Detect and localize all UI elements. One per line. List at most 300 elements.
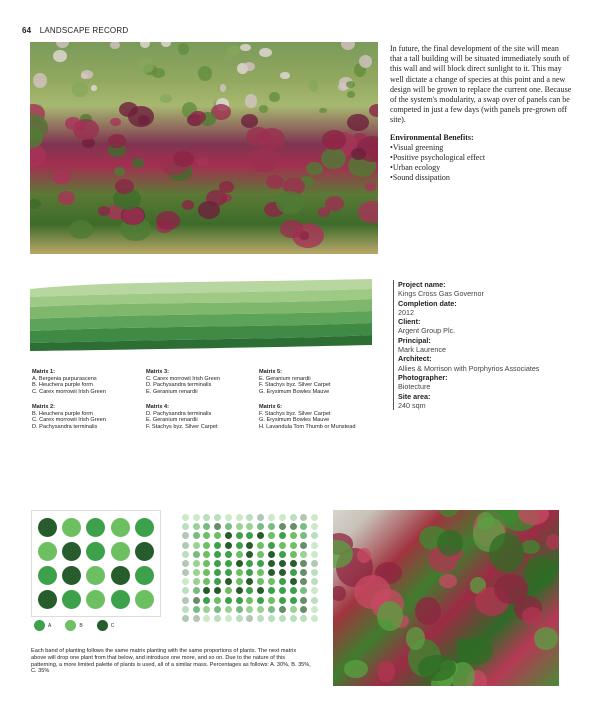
pattern-dot [311,569,318,576]
matrix-item: C. Carex morrowii Irish Green [32,389,106,396]
pattern-dot [236,551,243,558]
pattern-dot [193,578,200,585]
pattern-dot [279,523,286,530]
foliage-blob [259,48,272,58]
foliage-blob [197,157,209,167]
pattern-dot [214,514,221,521]
pattern-dot [311,606,318,613]
pattern-dot [257,514,264,521]
project-label: Project name: [398,280,446,289]
foliage-blob [321,148,347,169]
pattern-dot [236,560,243,567]
foliage-blob [72,82,87,97]
foliage-blob [198,66,212,81]
pattern-dot [225,551,232,558]
legend-swatch [97,620,108,631]
pattern-dot [193,532,200,539]
pattern-dot [257,532,264,539]
foliage-blob [110,42,119,49]
pattern-dot [246,560,253,567]
matrix-dot [86,566,105,585]
pattern-dot [236,597,243,604]
legend-swatch [65,620,76,631]
pattern-dot [257,569,264,576]
pattern-dot [225,615,232,622]
pattern-dot [236,523,243,530]
foliage-blob [276,191,304,214]
matrix-item: A. Bergenia purpurascens [32,375,97,382]
pattern-dot [203,551,210,558]
pattern-dot [300,606,307,613]
benefits-title: Environmental Benefits: [390,132,474,142]
pattern-dot [225,523,232,530]
legend-label: A [48,622,52,629]
matrix-dot [86,518,105,537]
pattern-dot [311,551,318,558]
foliage-blob [198,201,220,219]
pattern-dot [290,542,297,549]
project-value: 240 sqm [398,400,426,410]
matrix-dot [135,518,154,537]
pattern-dot [203,587,210,594]
foliage-blob [224,53,232,61]
matrix-dot [38,590,57,609]
plant-closeup-photo [333,510,559,686]
pattern-dot [246,523,253,530]
pattern-dot [214,569,221,576]
foliage-blob [33,73,46,88]
pattern-dot [300,514,307,521]
pattern-dot [268,542,275,549]
pattern-dot [182,542,189,549]
pattern-dot [290,532,297,539]
legend-item [65,620,82,631]
pattern-dot [182,587,189,594]
pattern-dot [236,532,243,539]
pattern-dot [311,523,318,530]
pattern-dot [279,514,286,521]
pattern-dot [279,597,286,604]
foliage-blob [357,548,372,563]
foliage-blob [98,206,110,216]
pattern-dot [257,587,264,594]
benefit-item: • Visual greening [390,143,572,153]
foliage-blob [494,574,528,604]
pattern-dot [257,615,264,622]
pattern-dot [236,542,243,549]
pattern-dot [203,523,210,530]
matrix-item: E. Geranium renardii [146,389,198,396]
pattern-dot [203,615,210,622]
living-wall-photo [30,42,378,254]
pattern-dot [246,551,253,558]
pattern-dot [246,606,253,613]
project-value: Biotecture [398,382,431,392]
foliage-blob [240,44,251,51]
foliage-blob [347,91,354,98]
matrix-item: B. Heuchera purple form [32,410,93,417]
pattern-dot [182,615,189,622]
matrix-dot [86,542,105,561]
foliage-blob [108,134,126,148]
project-label: Architect: [398,354,432,364]
foliage-blob [269,92,279,102]
pattern-dot [279,542,286,549]
pattern-dot [225,569,232,576]
pattern-dot [290,597,297,604]
pattern-dot [225,578,232,585]
project-value: Kings Cross Gas Governor [398,289,484,299]
pattern-dot [246,569,253,576]
matrix-item: E. Geranium renardii [146,417,198,424]
pattern-dot [236,514,243,521]
matrix-item: C. Carex morrowii Irish Green [146,375,220,382]
foliage-blob [347,114,369,131]
pattern-dot [311,560,318,567]
pattern-dot [257,606,264,613]
pattern-dot [225,514,232,521]
foliage-blob [333,586,346,602]
matrix-title: Matrix 6: [259,404,283,410]
foliage-blob [128,106,154,127]
foliage-blob [161,42,171,47]
foliage-blob [369,104,378,117]
pattern-dot [311,578,318,585]
pattern-dot [257,560,264,567]
matrix-item: G. Erysimum Bowles Mauve [259,417,330,424]
pattern-dot [311,597,318,604]
foliage-blob [132,158,145,168]
foliage-blob [249,148,279,172]
pattern-dot [290,523,297,530]
foliage-blob [456,638,472,649]
foliage-blob [178,43,188,55]
pattern-dot [246,578,253,585]
pattern-dot [225,532,232,539]
matrix-dot [38,566,57,585]
planting-matrix-grid [31,510,161,617]
foliage-blob [160,94,172,103]
pattern-dot [279,606,286,613]
matrix-item: D. Pachysandra terminalis [146,410,212,417]
pattern-dot [214,606,221,613]
matrix-dot [62,566,81,585]
side-paragraph: In future, the final development of the site will mean that a tall building will be situated immediately south of this wall and will block direct sunlight to it. This may well dictate a change of species at this point and a new design will be grown to replace the current one. Because of the system's modularity, a swap over of panels can be competed in just a few days (with panels pre-grown off site). [390,44,572,125]
pattern-dot [182,569,189,576]
matrix-item: G. Erysimum Bowles Mauve [259,389,330,396]
page-number: 64 [22,26,32,35]
matrix-dot [38,542,57,561]
legend-swatch [34,620,45,631]
matrix-2 [32,404,144,431]
foliage-blob [138,58,154,74]
matrix-title: Matrix 4: [146,404,170,410]
legend-label: C [110,622,115,629]
pattern-dot [214,542,221,549]
pattern-dot [203,560,210,567]
pattern-dot [182,606,189,613]
foliage-blob [182,200,194,210]
project-label: Client: [398,317,421,327]
matrix-title: Matrix 1: [32,369,56,375]
pattern-dot [203,532,210,539]
pattern-dot [182,551,189,558]
pattern-dot [268,587,275,594]
pattern-dot [290,587,297,594]
pattern-dot [279,560,286,567]
pattern-dot [203,578,210,585]
foliage-blob [359,55,372,68]
pattern-dot [182,560,189,567]
matrix-item: F. Stachys byz. Silver Carpet [259,382,331,389]
foliage-blob [173,151,193,167]
legend-label: B [79,622,83,629]
pattern-dot [300,597,307,604]
matrix-dot [135,542,154,561]
pattern-dot [290,606,297,613]
pattern-dot [182,514,189,521]
foliage-blob [418,655,456,682]
pattern-dot [193,597,200,604]
project-label: Completion date: [398,298,457,308]
planting-pattern-grid [180,513,320,623]
foliage-blob [437,530,462,556]
pattern-dot [257,578,264,585]
foliage-blob [156,211,180,230]
matrix-item: B. Heuchera purple form [32,382,93,389]
pattern-dot [268,597,275,604]
foliage-blob [439,510,458,517]
pattern-dot [290,560,297,567]
foliage-blob [114,167,125,176]
pattern-dot [193,615,200,622]
matrix-dot [111,518,130,537]
pattern-dot [300,578,307,585]
pattern-dot [225,606,232,613]
pattern-dot [214,615,221,622]
pattern-dot [300,587,307,594]
foliage-blob [259,105,268,113]
pattern-dot [225,587,232,594]
foliage-blob [522,607,541,625]
pattern-dot [225,560,232,567]
matrix-4 [146,404,258,431]
pattern-dot [225,597,232,604]
pattern-dot [279,578,286,585]
matrix-item: F. Stachys byz. Silver Carpet [146,424,218,431]
matrix-dot [135,566,154,585]
pattern-dot [246,514,253,521]
foliage-blob [58,191,75,205]
foliage-blob [489,533,524,572]
pattern-dot [300,560,307,567]
pattern-dot [203,542,210,549]
matrix-item: C. Carex morrowii Irish Green [32,417,106,424]
matrix-item: D. Pachysandra terminalis [32,424,98,431]
project-value: Argent Group Plc. [398,326,456,336]
pattern-dot [290,569,297,576]
pattern-dot [246,587,253,594]
pattern-dot [257,597,264,604]
pattern-dot [311,615,318,622]
pattern-dot [268,615,275,622]
pattern-dot [203,606,210,613]
foliage-blob [52,170,70,185]
matrix-dot [38,518,57,537]
planting-band-diagram [30,279,372,351]
foliage-blob [81,73,88,79]
project-label: Principal: [398,335,431,345]
pattern-dot [193,587,200,594]
pattern-dot [300,615,307,622]
pattern-dot [236,587,243,594]
foliage-blob [309,80,318,91]
foliage-blob [220,84,227,92]
project-info [393,280,558,410]
matrix-dot [86,590,105,609]
benefit-item: • Urban ecology [390,163,572,173]
pattern-dot [311,542,318,549]
benefits-list [390,143,572,184]
foliage-blob [140,42,150,48]
matrix-dot [135,590,154,609]
pattern-dot [300,542,307,549]
matrix-6 [259,404,389,431]
matrix-title: Matrix 3: [146,369,170,375]
pattern-dot [182,532,189,539]
pattern-dot [236,569,243,576]
matrix-dot [111,566,130,585]
pattern-dot [268,514,275,521]
pattern-dot [268,532,275,539]
benefit-item: • Positive psychological effect [390,153,572,163]
side-text [390,44,572,184]
pattern-dot [214,587,221,594]
matrix-3 [146,369,258,396]
pattern-dot [311,587,318,594]
pattern-dot [268,606,275,613]
foliage-blob [365,183,375,191]
foliage-blob [53,50,67,63]
project-label: Photographer: [398,372,448,382]
foliage-blob [341,42,355,50]
pattern-dot [193,569,200,576]
matrix-dot [62,542,81,561]
project-label: Site area: [398,391,431,401]
pattern-dot [182,597,189,604]
foliage-blob [306,162,323,175]
pattern-dot [290,551,297,558]
matrix-title: Matrix 5: [259,369,283,375]
foliage-blob [358,201,378,224]
pattern-dot [193,523,200,530]
project-value: Mark Laurence [398,345,446,355]
pattern-dot [203,597,210,604]
page-header [22,26,128,35]
foliage-blob [477,512,494,530]
foliage-blob [110,118,120,126]
pattern-dot [279,587,286,594]
pattern-dot [246,542,253,549]
pattern-dot [193,606,200,613]
pattern-dot [246,615,253,622]
pattern-dot [214,532,221,539]
foliage-blob [280,220,303,238]
foliage-blob [439,574,457,588]
matrix-item: F. Stachys byz. Silver Carpet [259,410,331,417]
foliage-blob [266,175,284,189]
pattern-dot [268,560,275,567]
pattern-dot [279,532,286,539]
pattern-dot [236,578,243,585]
matrix-5 [259,369,371,396]
pattern-dot [203,514,210,521]
foliage-blob [241,114,259,128]
benefit-item: • Sound dissipation [390,173,572,183]
foliage-blob [245,94,256,108]
foliage-blob [344,660,368,678]
matrix-1 [32,369,144,396]
matrix-dot [62,518,81,537]
project-value: 2012 [398,307,414,317]
matrix-dot [111,542,130,561]
pattern-dot [182,578,189,585]
foliage-blob [534,627,558,649]
pattern-dot [182,523,189,530]
matrix-item: E. Geranium renardii [259,375,311,382]
pattern-dot [225,542,232,549]
pattern-dot [193,551,200,558]
pattern-dot [290,615,297,622]
pattern-dot [246,532,253,539]
pattern-dot [214,578,221,585]
legend-item [34,620,51,631]
foliage-blob [415,597,441,626]
foliage-blob [546,534,559,551]
pattern-dot [279,551,286,558]
pattern-dot [300,551,307,558]
matrix-item: H. Lavandula Tom Thumb or Munstead [259,424,356,431]
pattern-dot [193,560,200,567]
foliage-blob [190,111,205,123]
foliage-blob [56,42,69,48]
foliage-blob [91,85,97,91]
pattern-dot [268,523,275,530]
legend-item [97,620,115,631]
foliage-blob [322,130,346,150]
pattern-dot [214,523,221,530]
pattern-dot [257,523,264,530]
pattern-dot [193,542,200,549]
pattern-dot [279,569,286,576]
pattern-dot [193,514,200,521]
pattern-dot [311,514,318,521]
pattern-dot [236,615,243,622]
section-title: LANDSCAPE RECORD [39,26,129,35]
pattern-dot [246,597,253,604]
pattern-dot [214,560,221,567]
pattern-dot [268,551,275,558]
pattern-dot [300,532,307,539]
matrix-dot [62,590,81,609]
plant-legend [34,620,128,631]
pattern-dot [300,569,307,576]
foliage-blob [280,72,289,80]
pattern-dot [203,569,210,576]
foliage-blob [30,199,41,209]
pattern-dot [300,523,307,530]
matrix-item: D. Pachysandra terminalis [146,382,212,389]
